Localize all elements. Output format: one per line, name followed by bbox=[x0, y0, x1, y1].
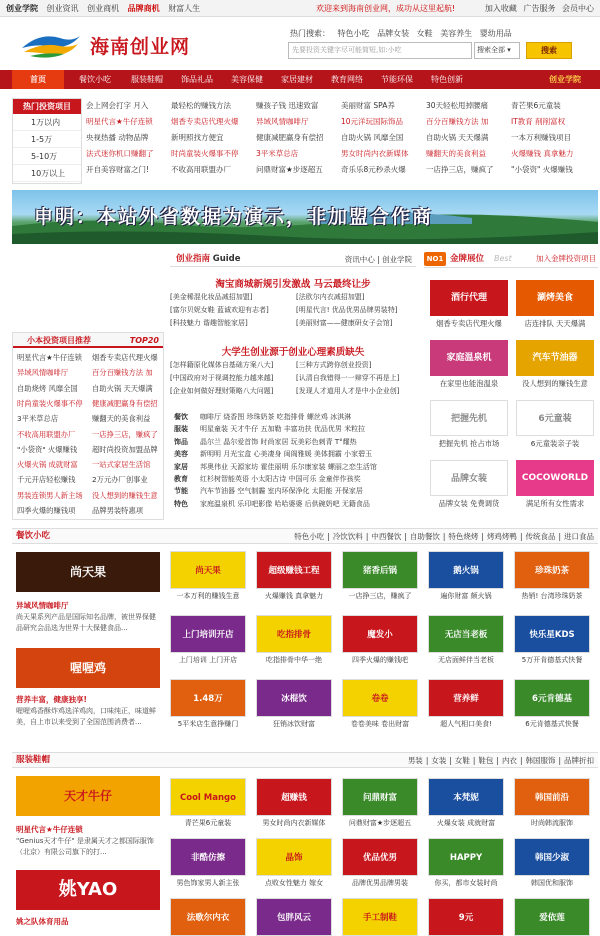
top-link-wealth[interactable]: 财富人生 bbox=[168, 4, 201, 13]
top-bar bbox=[0, 0, 600, 17]
gold-title: 金牌展位 bbox=[450, 254, 485, 264]
project-link[interactable]: 明星代言★牛仔连锁 bbox=[86, 117, 153, 126]
small-projects-title: 小本投资项目推荐 bbox=[27, 336, 91, 345]
food-feature-image[interactable]: 喔喔鸡 bbox=[16, 648, 160, 688]
project-link[interactable]: 新明照找方便宜 bbox=[171, 133, 224, 142]
hot-search-label: 热门搜索： bbox=[290, 29, 330, 38]
guide-headline[interactable]: 淘宝商城新规引发激战 马云最终让步 bbox=[215, 279, 371, 290]
small-project-link[interactable]: 3平米草总店 bbox=[17, 414, 59, 424]
project-link[interactable]: 会上网会打字 月入 bbox=[86, 101, 149, 110]
main-nav bbox=[0, 70, 600, 89]
ad-image[interactable]: 法歌尔内衣 bbox=[170, 898, 246, 936]
divider: | bbox=[365, 532, 369, 541]
promo-banner[interactable] bbox=[12, 190, 598, 244]
nav-home-building[interactable]: 家居建材 bbox=[281, 75, 313, 84]
top-link-brand[interactable]: 品牌商机 bbox=[127, 4, 160, 13]
ad-caption[interactable]: 6元肯德基式快餐 bbox=[525, 720, 579, 728]
category-link[interactable]: 冷饮饮料 bbox=[332, 532, 363, 541]
divider: | bbox=[558, 532, 561, 541]
small-project-link[interactable]: 百分百赚钱方法 加 bbox=[92, 368, 153, 378]
project-link[interactable]: 开自美容财富之门! bbox=[86, 165, 150, 174]
nav-food[interactable]: 餐饮小吃 bbox=[79, 75, 111, 84]
project-link[interactable]: 美丽财富 SPA养 bbox=[341, 101, 395, 110]
guide-link-news[interactable]: 资讯中心 bbox=[344, 255, 375, 264]
small-projects-header bbox=[13, 333, 163, 348]
gold-tile-image[interactable]: 6元童装 bbox=[516, 400, 594, 436]
ad-service-link[interactable]: 广告服务 bbox=[523, 4, 556, 13]
ad-image[interactable]: 超赚钱 bbox=[256, 778, 332, 816]
ad-image[interactable]: 晶饰 bbox=[256, 838, 332, 876]
ad-image[interactable]: 快乐星KDS bbox=[514, 615, 590, 653]
header bbox=[0, 18, 600, 70]
category-bar-food bbox=[12, 528, 598, 544]
ad-image[interactable]: 6元肯德基 bbox=[514, 679, 590, 717]
gold-tile-image[interactable]: 把握先机 bbox=[430, 400, 508, 436]
category-link[interactable]: 特色小吃 bbox=[294, 532, 325, 541]
guide-article-link[interactable]: [认清自我错得一一辩穿不再是上] bbox=[296, 374, 400, 382]
ad-image[interactable]: HAPPY bbox=[428, 838, 504, 876]
project-link[interactable]: 3平米草总店 bbox=[256, 149, 299, 158]
project-link[interactable]: 30天轻松甩掉腰痛 bbox=[426, 101, 489, 110]
project-link[interactable]: 赚翻天的美食利益 bbox=[426, 149, 486, 158]
guide-article-link[interactable]: [美丽财富——健康研女子会馆] bbox=[296, 319, 393, 327]
ad-caption[interactable]: 一店挣三店，赚疯了 bbox=[348, 592, 412, 600]
nav-beauty[interactable]: 美容保健 bbox=[231, 75, 263, 84]
divider: | bbox=[404, 532, 407, 541]
guide-link-academy[interactable]: 创业学院 bbox=[382, 255, 412, 264]
hot-projects-range[interactable]: 10万以上 bbox=[13, 165, 81, 182]
guide-article-link[interactable]: [法欧尔内衣减招加盟] bbox=[296, 293, 365, 301]
ad-caption[interactable]: 吃指排骨中华一绝 bbox=[266, 656, 322, 664]
category-link[interactable]: 男装 bbox=[407, 756, 423, 765]
divider: | bbox=[481, 532, 484, 541]
ad-image[interactable]: 本梵妮 bbox=[428, 778, 504, 816]
category-link[interactable]: 女鞋 bbox=[454, 756, 470, 765]
clothes-feature-title[interactable]: 明星代言★牛仔连锁 bbox=[16, 825, 83, 834]
ad-caption[interactable]: 品牌优男品牌男装 bbox=[352, 879, 408, 887]
project-link[interactable]: 10元洋玩国际饰品 bbox=[341, 117, 404, 126]
guide-article-link[interactable]: [怎样籍原化媒体自基础方案八大] bbox=[170, 361, 274, 369]
ad-caption[interactable]: 四季火爆的赚钱吧 bbox=[352, 656, 408, 664]
guide-category-items[interactable]: 晶尔兰 晶尔爱首饰 时尚家居 玩美彩色刺青 T°耀热 bbox=[200, 437, 357, 446]
gold-tile-image[interactable]: COCOWORLD bbox=[516, 460, 594, 496]
add-favorite-link[interactable]: 加入收藏 bbox=[484, 4, 517, 13]
ad-caption[interactable]: 火爆赚钱 真拿魅力 bbox=[264, 592, 324, 600]
project-link[interactable]: 问鼎财富★步逐超五 bbox=[256, 165, 323, 174]
ad-image[interactable]: 尚天果 bbox=[170, 551, 246, 589]
project-link[interactable]: 时尚童装火爆事不停 bbox=[171, 149, 239, 158]
divider: | bbox=[425, 756, 429, 765]
gold-tile-image[interactable]: 酒行代理 bbox=[430, 280, 508, 316]
ad-image[interactable]: 无店当老板 bbox=[428, 615, 504, 653]
guide-header: 创业指南 Guide 资讯中心 | 创业学院 bbox=[170, 252, 416, 267]
project-link[interactable]: 一本万利赚钱项目 bbox=[511, 133, 571, 142]
ad-image[interactable]: 韩国前沿 bbox=[514, 778, 590, 816]
category-link[interactable]: 自助餐饮 bbox=[409, 532, 440, 541]
top-link-news[interactable]: 创业资讯 bbox=[46, 4, 79, 13]
clothes-feature-image[interactable]: 天才牛仔 bbox=[16, 776, 160, 816]
guide-title: 创业指南 bbox=[176, 254, 211, 264]
gold-tile-caption[interactable]: 店连排队 天天爆满 bbox=[524, 319, 586, 328]
category-link[interactable]: 鞋包 bbox=[478, 756, 494, 765]
category-bar-clothes bbox=[12, 752, 598, 768]
divider: | bbox=[519, 756, 523, 765]
guide-article-link[interactable]: [科技魅力 谐趣智能家居] bbox=[170, 319, 248, 327]
guide-category-items[interactable]: 汽车节油器 空气制霾 室内环保净化 太阳能 开保家居 bbox=[200, 487, 363, 496]
guide-category-label[interactable]: 美容 bbox=[174, 450, 188, 459]
small-project-link[interactable]: 品牌男装特惠项 bbox=[92, 506, 144, 515]
project-link[interactable]: 法式迷你机口赚翻了 bbox=[86, 149, 154, 158]
guide-article-link[interactable]: [美金稀混化妆品减招加盟] bbox=[170, 293, 253, 301]
ad-image[interactable]: 问鼎财富 bbox=[342, 778, 418, 816]
gold-tile-image[interactable]: 汽车节油器 bbox=[516, 340, 594, 376]
guide-title-en: Guide bbox=[212, 254, 241, 264]
category-link[interactable]: 内衣 bbox=[501, 756, 517, 765]
gold-best: Best bbox=[494, 254, 512, 263]
ad-caption[interactable]: 卷卷美味 卷出财富 bbox=[350, 720, 410, 728]
project-link[interactable]: 赚孩子钱 迅速致富 bbox=[256, 101, 319, 110]
hot-search-item[interactable]: 品牌女装 bbox=[377, 29, 410, 38]
search-scope-value: 搜索全部 bbox=[477, 46, 505, 54]
ad-image[interactable]: 9元 bbox=[428, 898, 504, 936]
ad-image[interactable]: 鹅火锅 bbox=[428, 551, 504, 589]
ad-image[interactable]: 魔发小 bbox=[342, 615, 418, 653]
category-link[interactable]: 传统食品 bbox=[525, 532, 556, 541]
no1-badge: NO1 bbox=[424, 252, 446, 266]
divider: | bbox=[442, 532, 446, 541]
guide-category-items[interactable]: 咖啡厅 烧香图 珍珠奶茶 吃指排骨 螺丝鸡 冰淇淋 bbox=[200, 413, 352, 421]
small-projects bbox=[12, 332, 164, 520]
gold-tile-image[interactable]: 家庭温泉机 bbox=[430, 340, 508, 376]
guide-article-link[interactable]: [企业如何做好理财策略八大问题] bbox=[170, 387, 274, 395]
small-project-link[interactable]: 不收高用联盟办厂 bbox=[17, 429, 76, 439]
ad-caption[interactable]: 狂销冰饮财富 bbox=[273, 720, 315, 728]
banner-text: 申明：本站外省数据为演示，非加盟合作商 bbox=[34, 206, 434, 228]
nav-education[interactable]: 教育网络 bbox=[331, 75, 363, 84]
ad-caption[interactable]: 火爆女装 成就财富 bbox=[436, 819, 496, 827]
project-link[interactable]: 异域风情咖啡厅 bbox=[256, 117, 309, 126]
small-project-link[interactable]: 自助火锅 天天爆满 bbox=[92, 383, 153, 393]
guide-article-link[interactable]: [富尔贝妮女鞋 蓝诚欢迎有志者] bbox=[170, 306, 269, 314]
top-link-business[interactable]: 创业商机 bbox=[87, 4, 120, 13]
gold-header bbox=[424, 250, 598, 268]
category-link[interactable]: 烤鸡烤鸭 bbox=[486, 532, 517, 541]
ad-caption[interactable]: 问鼎财富★步逐超五 bbox=[348, 819, 412, 827]
ad-image[interactable]: 非酷仿擦 bbox=[170, 838, 246, 876]
clothes-section-title: 服装鞋帽 bbox=[16, 755, 51, 765]
nav-clothes[interactable]: 服装鞋帽 bbox=[131, 75, 163, 84]
welcome-text: 欢迎来到海南创业网，成功从这里起航! bbox=[316, 4, 456, 13]
guide-category-label[interactable]: 特色 bbox=[174, 499, 188, 508]
small-project-link[interactable]: 没人想到的赚钱生意 bbox=[92, 490, 158, 500]
gold-tile-caption[interactable]: 在家里也能泡温泉 bbox=[439, 379, 499, 388]
small-project-link[interactable]: 千元开店轻松赚钱 bbox=[17, 475, 76, 485]
site-name[interactable]: 海南创业网 bbox=[90, 36, 191, 58]
small-project-link[interactable]: 时尚童装火爆事不停 bbox=[17, 398, 83, 408]
divider: | bbox=[472, 756, 476, 765]
project-link[interactable]: 一店挣三店，赚疯了 bbox=[426, 165, 494, 174]
ad-image[interactable]: 优品优男 bbox=[342, 838, 418, 876]
startup-guide bbox=[170, 252, 416, 514]
divider: | bbox=[519, 532, 523, 541]
small-project-link[interactable]: 一站式家居生活馆 bbox=[92, 460, 151, 470]
guide-category-items[interactable]: 新明明 月光宝盒 心美凄身 闺阁雅媛 美体拥霸 小家碧玉 bbox=[200, 450, 373, 459]
ad-caption[interactable]: 你买，都市女装时尚 bbox=[434, 879, 498, 887]
project-link[interactable]: 自助火锅 风靡全国 bbox=[341, 133, 404, 142]
gold-tile-caption[interactable]: 6元童装亲子装 bbox=[530, 439, 580, 448]
hot-search-item[interactable]: 特色小吃 bbox=[337, 29, 370, 38]
small-project-link[interactable]: 一店挣三店，赚疯了 bbox=[92, 429, 158, 439]
small-project-link[interactable]: 赚翻天的美食利益 bbox=[92, 414, 151, 424]
food-feature-title[interactable]: 异域风情咖啡厅 bbox=[16, 601, 69, 610]
project-link[interactable]: 烟香专卖店代理火爆 bbox=[171, 117, 239, 126]
hot-projects-title: 热门投资项目 bbox=[13, 99, 81, 114]
guide-article-link[interactable]: [发现人才道用人才是中小企业创] bbox=[296, 387, 400, 395]
small-project-link[interactable]: 2万元办厂创事业 bbox=[92, 475, 148, 485]
small-project-link[interactable]: "小袋资" 火爆赚钱 bbox=[17, 444, 78, 454]
guide-category-label[interactable]: 饰品 bbox=[174, 437, 188, 446]
project-link[interactable]: 不收高用联盟办厂 bbox=[171, 165, 231, 174]
small-project-link[interactable]: 男装连锁男人新主场 bbox=[17, 490, 83, 500]
ad-caption[interactable]: 热销! 台湾珍珠奶茶 bbox=[521, 592, 583, 600]
small-project-link[interactable]: 四季火爆的赚钱项 bbox=[17, 506, 76, 515]
category-link[interactable]: 中西餐饮 bbox=[371, 532, 402, 541]
ad-caption[interactable]: 点败女性魅力 嫁女 bbox=[264, 879, 324, 887]
search-input[interactable]: 先要投资关键字尽可能简短,如:小吃 bbox=[288, 42, 472, 59]
hot-projects-range[interactable]: 1万以内 bbox=[13, 114, 81, 131]
small-project-link[interactable]: 超时尚投资加盟品牌 bbox=[92, 444, 158, 454]
ad-image[interactable]: 吃指排骨 bbox=[256, 615, 332, 653]
ad-caption[interactable]: 5万开肯德基式快餐 bbox=[521, 656, 583, 664]
small-project-link[interactable]: 火爆火锅 成就财富 bbox=[17, 460, 78, 470]
guide-category-label[interactable]: 教育 bbox=[174, 475, 188, 483]
guide-category-items[interactable]: 邦奥伟业 天源家坊 霍佳丽明 乐尔康家装 螺丽之恋生活馆 bbox=[200, 462, 377, 471]
gold-tile-caption[interactable]: 把握先机 抢占市场 bbox=[438, 439, 500, 448]
nav-special[interactable]: 特色创新 bbox=[431, 75, 463, 84]
add-gold-link[interactable]: 加入金牌投资项目 bbox=[536, 254, 596, 263]
ad-caption[interactable]: 一本万利的赚钱生意 bbox=[176, 592, 240, 600]
ad-image[interactable]: 包胖风云 bbox=[256, 898, 332, 936]
ad-image[interactable]: 珍珠奶茶 bbox=[514, 551, 590, 589]
top-link-academy[interactable]: 创业学院 bbox=[6, 4, 38, 13]
category-link[interactable]: 品牌折扣 bbox=[564, 756, 594, 765]
divider: | bbox=[558, 756, 561, 765]
clothes-feature-image[interactable]: 姚YAO bbox=[16, 870, 160, 910]
project-link[interactable]: 火爆赚钱 真拿魅力 bbox=[511, 149, 574, 158]
hot-search-item[interactable]: 美容养生 bbox=[440, 29, 473, 38]
site-logo-icon[interactable] bbox=[20, 30, 82, 60]
guide-headline[interactable]: 大学生创业源于创业心理素质缺失 bbox=[221, 347, 365, 358]
gold-position bbox=[424, 250, 598, 515]
hot-search bbox=[290, 28, 517, 39]
nav-accessories[interactable]: 饰品礼品 bbox=[181, 75, 213, 84]
project-link[interactable]: "小袋资" 火爆赚钱 bbox=[511, 165, 573, 174]
ad-image[interactable]: 上门培训开店 bbox=[170, 615, 246, 653]
hot-projects-range[interactable]: 5-10万 bbox=[13, 148, 81, 165]
food-features bbox=[12, 548, 164, 748]
small-project-link[interactable]: 明星代言★牛仔连锁 bbox=[17, 353, 82, 362]
project-link[interactable]: 青芒果6元童装 bbox=[511, 101, 561, 110]
ad-caption[interactable]: 无店面鲜伴当老板 bbox=[438, 656, 494, 664]
chevron-down-icon: ▾ bbox=[507, 46, 511, 54]
clothes-feature-title[interactable]: 姚之队体育用品 bbox=[16, 917, 69, 926]
ad-image[interactable]: 猪香后锅 bbox=[342, 551, 418, 589]
nav-home[interactable]: 首页 bbox=[12, 70, 64, 89]
guide-category-items[interactable]: 家庭温泉机 乐印吧影像 哈哈婆婆 后供碗奶吧 无籍食品 bbox=[200, 499, 370, 508]
hot-projects bbox=[12, 98, 82, 184]
ad-image[interactable]: 超级赚钱工程 bbox=[256, 551, 332, 589]
category-link[interactable]: 进口食品 bbox=[564, 532, 594, 541]
divider: | bbox=[496, 756, 499, 765]
small-project-link[interactable]: 健康减肥赢身有偿招 bbox=[92, 398, 158, 408]
clothes-features bbox=[12, 772, 164, 935]
hot-projects-range[interactable]: 1-5万 bbox=[13, 131, 81, 148]
ad-image[interactable]: 1.48万 bbox=[170, 679, 246, 717]
ad-image[interactable]: 卷卷 bbox=[342, 679, 418, 717]
guide-article-link[interactable]: [明星代言! 优品优男品牌男装特] bbox=[296, 306, 398, 314]
guide-category-items[interactable]: 明星童装 天才牛仔 五加勒 丰富功扶 优品优男 米粒拉 bbox=[200, 425, 366, 434]
category-link[interactable]: 特色烧烤 bbox=[448, 532, 479, 541]
food-feature-desc: 喔喔鸡香酥炸鸡选洋鸡肉，口味纯正，味道鲜美，自上市以来受到了全国范围消费者... bbox=[16, 707, 156, 726]
gold-tile-caption[interactable]: 没人想到的赚钱生意 bbox=[522, 379, 588, 388]
guide-category-label[interactable]: 餐饮 bbox=[174, 413, 188, 421]
guide-article-link[interactable]: [中国政府对于视调控能力越来越] bbox=[170, 374, 274, 382]
ad-caption[interactable]: 男女时尚内衣新媒体 bbox=[262, 819, 326, 827]
nav-eco[interactable]: 节能环保 bbox=[381, 75, 413, 84]
category-link[interactable]: 女装 bbox=[431, 756, 447, 765]
category-link[interactable]: 韩国服饰 bbox=[525, 756, 556, 765]
guide-category-label[interactable]: 服装 bbox=[174, 425, 188, 434]
food-feature-desc: 尚天果系列产品是国际知名品牌，被世界保健品研究会品选为世界十大保健食品... bbox=[16, 613, 156, 632]
project-link[interactable]: 奇乐乐8元秒杀火爆 bbox=[341, 165, 406, 174]
guide-category-label[interactable]: 家居 bbox=[174, 462, 188, 471]
top20-badge: TOP20 bbox=[129, 336, 159, 345]
gold-tile-caption[interactable]: 满足所有女性需求 bbox=[525, 499, 585, 508]
gold-tile-image[interactable]: 品牌女装 bbox=[430, 460, 508, 496]
hot-search-item[interactable]: 婴幼用品 bbox=[479, 29, 512, 38]
guide-article-link[interactable]: [三种方式跨你创业投资] bbox=[296, 361, 372, 369]
clothes-feature-desc: "Genius天才牛仔" 是隶属天才之都国际服饰（北京）有限公司旗下的打... bbox=[16, 837, 154, 856]
food-feature-title[interactable]: 营养丰富，健康独享! bbox=[16, 695, 87, 704]
project-link[interactable]: 健康减肥赢身有偿招 bbox=[256, 133, 324, 142]
ad-image[interactable]: 冰棍饮 bbox=[256, 679, 332, 717]
nav-academy[interactable]: 创业学院 bbox=[549, 75, 581, 84]
project-link[interactable]: 男女时尚内衣新媒体 bbox=[341, 149, 409, 158]
ad-caption[interactable]: 青芒果6元童装 bbox=[184, 819, 232, 827]
ad-image[interactable]: 爱依莲 bbox=[514, 898, 590, 936]
ad-caption[interactable]: 上门培训 上门开店 bbox=[178, 656, 238, 664]
guide-category-label[interactable]: 节能 bbox=[174, 487, 188, 496]
project-link[interactable]: 最轻松的赚钱方法 bbox=[171, 101, 231, 110]
project-link[interactable]: 自助火锅 天天爆满 bbox=[426, 133, 489, 142]
search-scope-select[interactable] bbox=[474, 42, 520, 59]
guide-category-items[interactable]: 红杉树智能英语 小太阳古诗 中国可乐 金童伴作孩奖 bbox=[200, 475, 361, 483]
small-project-link[interactable]: 自助烧烤 风靡全国 bbox=[17, 383, 78, 393]
food-section-title: 餐饮小吃 bbox=[16, 531, 51, 541]
divider: | bbox=[449, 756, 452, 765]
ad-caption[interactable]: 男色饰家男人新主张 bbox=[176, 879, 240, 887]
ad-caption[interactable]: 5平米店生意挣赚门 bbox=[177, 720, 239, 728]
small-project-link[interactable]: 异域风情咖啡厅 bbox=[17, 368, 69, 378]
ad-image[interactable]: 手工制鞋 bbox=[342, 898, 418, 936]
ad-caption[interactable]: 韩国优和服饰 bbox=[531, 879, 573, 887]
ad-image[interactable]: 韩国少淑 bbox=[514, 838, 590, 876]
ad-caption[interactable]: 遍你财富 颇火锅 bbox=[440, 592, 492, 600]
gold-tile-caption[interactable]: 烟香专卖店代理火爆 bbox=[436, 319, 502, 328]
member-center-link[interactable]: 会员中心 bbox=[562, 4, 594, 13]
divider: | bbox=[327, 532, 330, 541]
gold-tile-caption[interactable]: 品牌女装 免费调货 bbox=[438, 499, 500, 508]
small-project-link[interactable]: 烟香专卖店代理火爆 bbox=[92, 353, 158, 362]
ad-image[interactable]: Cool Mango bbox=[170, 778, 246, 816]
gold-tile-image[interactable]: 涮烤美食 bbox=[516, 280, 594, 316]
ad-image[interactable]: 营养鲜 bbox=[428, 679, 504, 717]
food-feature-image[interactable]: 尚天果 bbox=[16, 552, 160, 592]
project-link[interactable]: IT教育 削削富权 bbox=[511, 117, 566, 126]
hot-search-item[interactable]: 女鞋 bbox=[416, 29, 433, 38]
project-link[interactable]: 百分百赚钱方法 加 bbox=[426, 117, 489, 126]
ad-caption[interactable]: 超人气相口美食! bbox=[440, 720, 492, 728]
search-button[interactable]: 搜索 bbox=[526, 42, 572, 59]
ad-caption[interactable]: 时尚韩流服饰 bbox=[531, 819, 573, 827]
project-link[interactable]: 央视热播 动物品牌 bbox=[86, 133, 149, 142]
